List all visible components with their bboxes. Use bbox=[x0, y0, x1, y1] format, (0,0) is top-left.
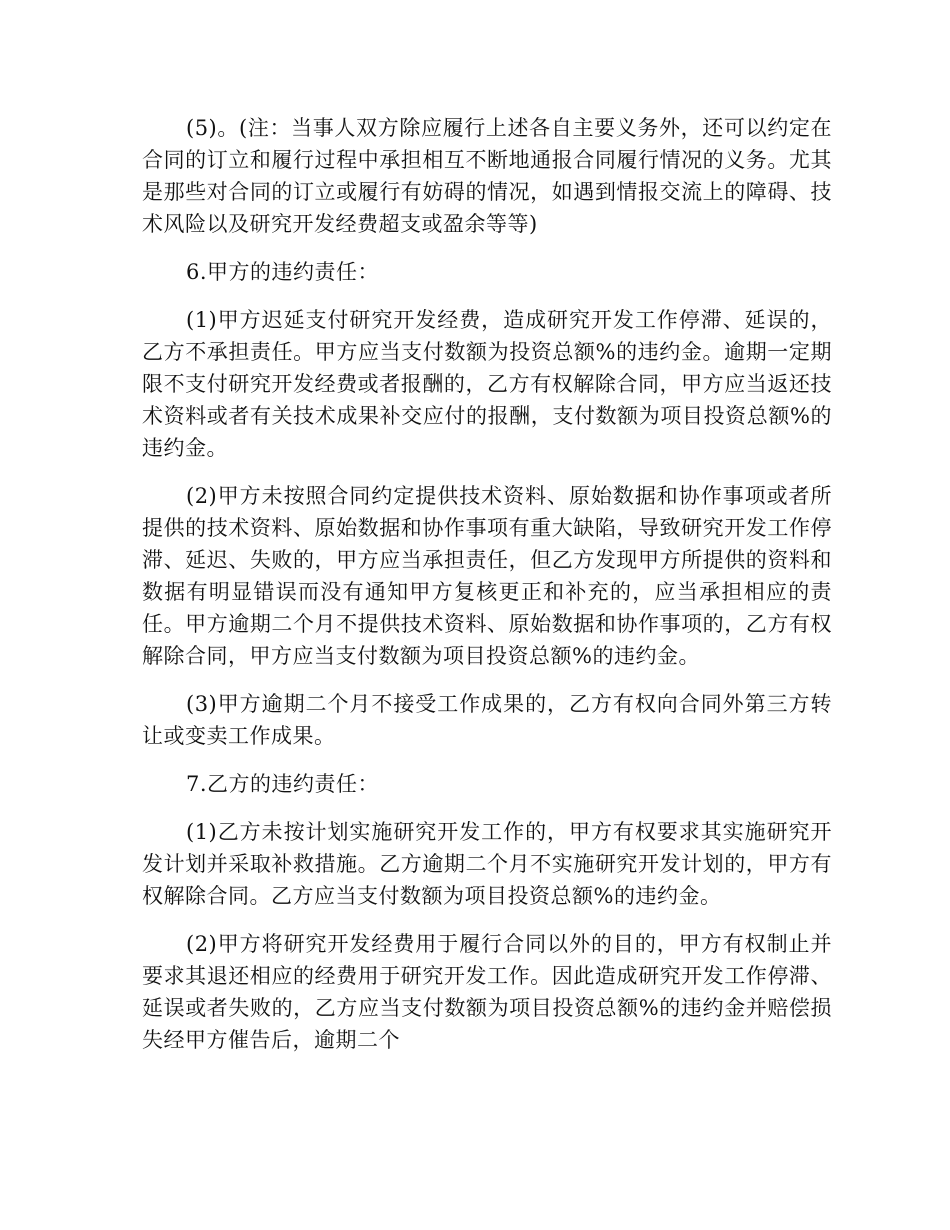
document-page bbox=[142, 112, 832, 1072]
paragraph-a-2: (2)甲方未按照合同约定提供技术资料、原始数据和协作事项或者所提供的技术资料、原始数据和协作事项有重大缺陷，导致研究开发工作停滞、延迟、失败的，甲方应当承担责任，但乙方发现甲方所提供的资料和数据有明显错误而没有通知甲方复核更正和补充的，应当承担相应的责任。甲方逾期二个月不提供技术资料、原始数据和协作事项的，乙方有权解除合同，甲方应当支付数额为项目投资总额%的违约金。 bbox=[142, 484, 832, 668]
paragraph-a-3: (3)甲方逾期二个月不接受工作成果的，乙方有权向合同外第三方转让或变卖工作成果。 bbox=[142, 692, 832, 748]
heading-party-b-liability: 7.乙方的违约责任： bbox=[186, 772, 380, 796]
heading-party-a-liability: 6.甲方的违约责任： bbox=[186, 260, 380, 284]
paragraph-b-1: (1)乙方未按计划实施研究开发工作的，甲方有权要求其实施研究开发计划并采取补救措施。乙方逾期二个月不实施研究开发计划的，甲方有权解除合同。乙方应当支付数额为项目投资总额%的违约金。 bbox=[142, 820, 832, 908]
paragraph-a-1: (1)甲方迟延支付研究开发经费，造成研究开发工作停滞、延误的，乙方不承担责任。甲方应当支付数额为投资总额%的违约金。逾期一定期限不支付研究开发经费或者报酬的，乙方有权解除合同，甲方应当返还技术资料或者有关技术成果补交应付的报酬，支付数额为项目投资总额%的违约金。 bbox=[142, 308, 832, 460]
paragraph-b-2: (2)甲方将研究开发经费用于履行合同以外的目的，甲方有权制止并要求其退还相应的经费用于研究开发工作。因此造成研究开发工作停滞、延误或者失败的，乙方应当支付数额为项目投资总额%的违约金并赔偿损失经甲方催告后，逾期二个 bbox=[142, 932, 832, 1052]
paragraph-note-5: (5)。(注：当事人双方除应履行上述各自主要义务外，还可以约定在合同的订立和履行过程中承担相互不断地通报合同履行情况的义务。尤其是那些对合同的订立或履行有妨碍的情况，如遇到情报交流上的障碍、技术风险以及研究开发经费超支或盈余等等) bbox=[142, 116, 832, 236]
